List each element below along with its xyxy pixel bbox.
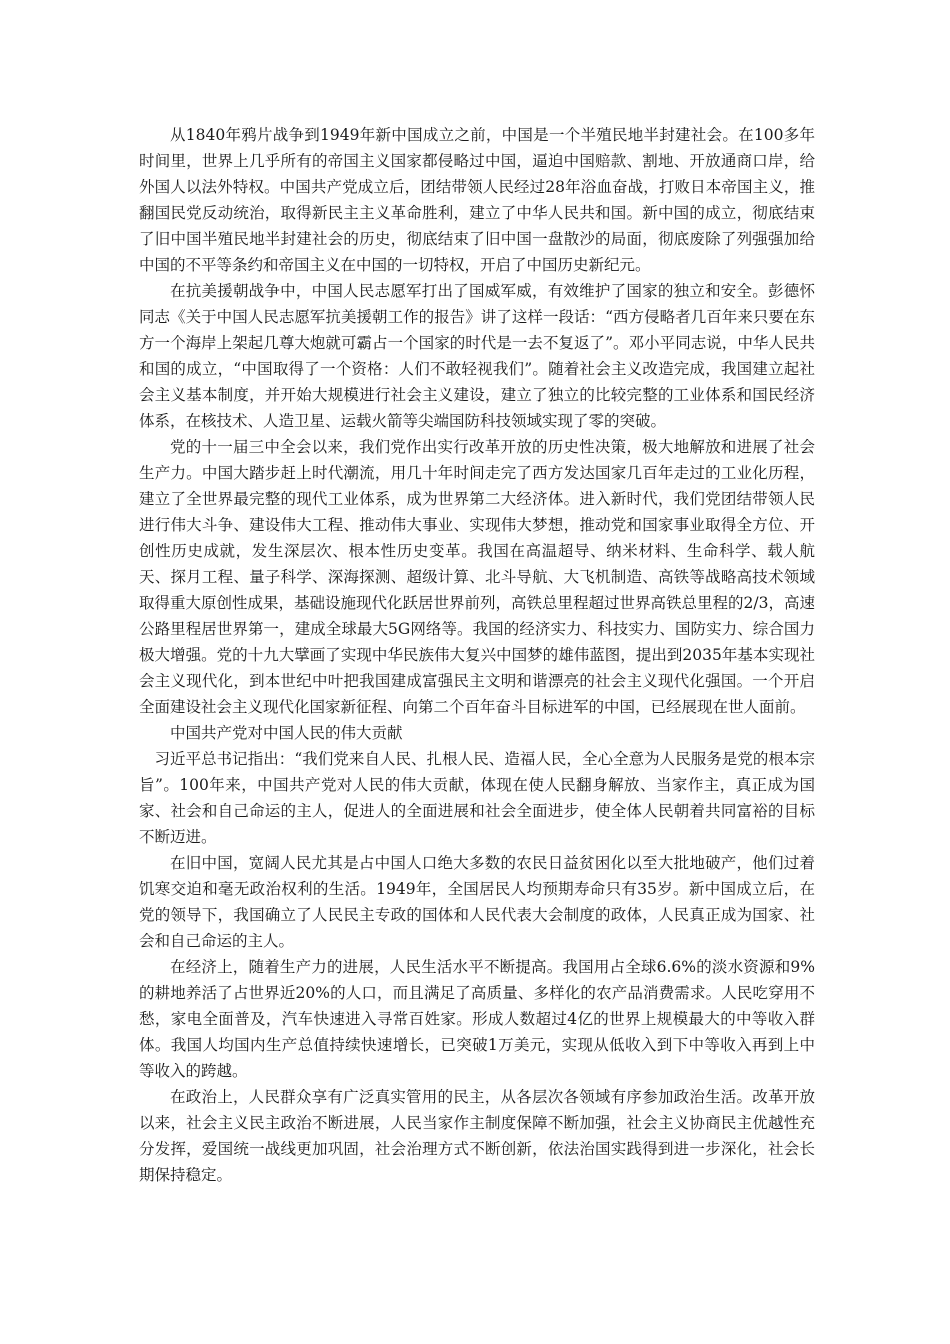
paragraph-opium-war-to-new-china: 从1840年鸦片战争到1949年新中国成立之前，中国是一个半殖民地半封建社会。在100多年时间里，世界上几乎所有的帝国主义国家都侵略过中国，逼迫中国赔款、割地、开放通商口岸，给外国人以法外特权。中国共产党成立后，团结带领人民经过28年浴血奋战，打败日本帝国主义，推翻国民党反动统治，取得新民主主义革命胜利，建立了中华人民共和国。新中国的成立，彻底结束了旧中国半殖民地半封建社会的历史，彻底结束了旧中国一盘散沙的局面，彻底废除了列强强加给中国的不平等条约和帝国主义在中国的一切特权，开启了中国历史新纪元。: [139, 126, 815, 274]
paragraph-korean-war-and-socialist-construction: 在抗美援朝战争中，中国人民志愿军打出了国威军威，有效维护了国家的独立和安全。彭德怀同志《关于中国人民志愿军抗美援朝工作的报告》讲了这样一段话：“西方侵略者几百年来只要在东方一个海岸上架起几尊大炮就可霸占一个国家的时代是一去不复返了”。邓小平同志说，中华人民共和国的成立，“中国取得了一个资格：人们不敢轻视我们”。随着社会主义改造完成，我国建立起社会主义基本制度，并开始大规模进行社会主义建设，建立了独立的比较完整的工业体系和国民经济体系，在核技术、人造卫星、运载火箭等尖端国防科技领域实现了零的突破。: [139, 282, 815, 430]
paragraph-old-china-peasants: 在旧中国，宽阔人民尤其是占中国人口绝大多数的农民日益贫困化以至大批地破产，他们过着饥寒交迫和毫无政治权利的生活。1949年，全国居民人均预期寿命只有35岁。新中国成立后，在党的领导下，我国确立了人民民主专政的国体和人民代表大会制度的政体，人民真正成为国家、社会和自己命运的主人。: [139, 854, 815, 950]
paragraph-xi-quote-people: 习近平总书记指出：“我们党来自人民、扎根人民、造福人民，全心全意为人民服务是党的根本宗旨”。100年来，中国共产党对人民的伟大贡献，体现在使人民翻身解放、当家作主，真正成为国家、社会和自己命运的主人，促进人的全面进展和社会全面进步，使全体人民朝着共同富裕的目标不断迈进。: [139, 750, 815, 846]
paragraph-political-democracy: 在政治上，人民群众享有广泛真实管用的民主，从各层次各领域有序参加政治生活。改革开放以来，社会主义民主政治不断进展，人民当家作主制度保障不断加强，社会主义协商民主优越性充分发挥，爱国统一战线更加巩固，社会治理方式不断创新，依法治国实践得到进一步深化，社会长期保持稳定。: [139, 1088, 815, 1184]
paragraph-reform-and-opening-up: 党的十一届三中全会以来，我们党作出实行改革开放的历史性决策，极大地解放和进展了社会生产力。中国大踏步赶上时代潮流，用几十年时间走完了西方发达国家几百年走过的工业化历程，建立了全世界最完整的现代工业体系，成为世界第二大经济体。进入新时代，我们党团结带领人民进行伟大斗争、建设伟大工程、推动伟大事业、实现伟大梦想，推动党和国家事业取得全方位、开创性历史成就，发生深层次、根本性历史变革。我国在高温超导、纳米材料、生命科学、载人航天、探月工程、量子科学、深海探测、超级计算、北斗导航、大飞机制造、高铁等战略高技术领域取得重大原创性成果，基础设施现代化跃居世界前列，高铁总里程超过世界高铁总里程的2/3，高速公路里程居世界第一，建成全球最大5G网络等。我国的经济实力、科技实力、国防实力、综合国力极大增强。党的十九大擘画了实现中华民族伟大复兴中国梦的雄伟蓝图，提出到2035年基本实现社会主义现代化，到本世纪中叶把我国建成富强民主文明和谐漂亮的社会主义现代化强国。一个开启全面建设社会主义现代化国家新征程、向第二个百年奋斗目标进军的中国，已经展现在世人面前。: [139, 438, 815, 716]
section-heading-contributions: 中国共产党对中国人民的伟大贡献: [170, 724, 403, 742]
paragraph-economic-progress: 在经济上，随着生产力的进展，人民生活水平不断提高。我国用占全球6.6%的淡水资源和9%的耕地养活了占世界近20%的人口，而且满足了高质量、多样化的农产品消费需求。人民吃穿用不愁，家电全面普及，汽车快速进入寻常百姓家。形成人数超过4亿的世界上规模最大的中等收入群体。我国人均国内生产总值持续快速增长，已突破1万美元，实现从低收入到下中等收入再到上中等收入的跨越。: [139, 958, 815, 1080]
document-body: [139, 122, 815, 1188]
